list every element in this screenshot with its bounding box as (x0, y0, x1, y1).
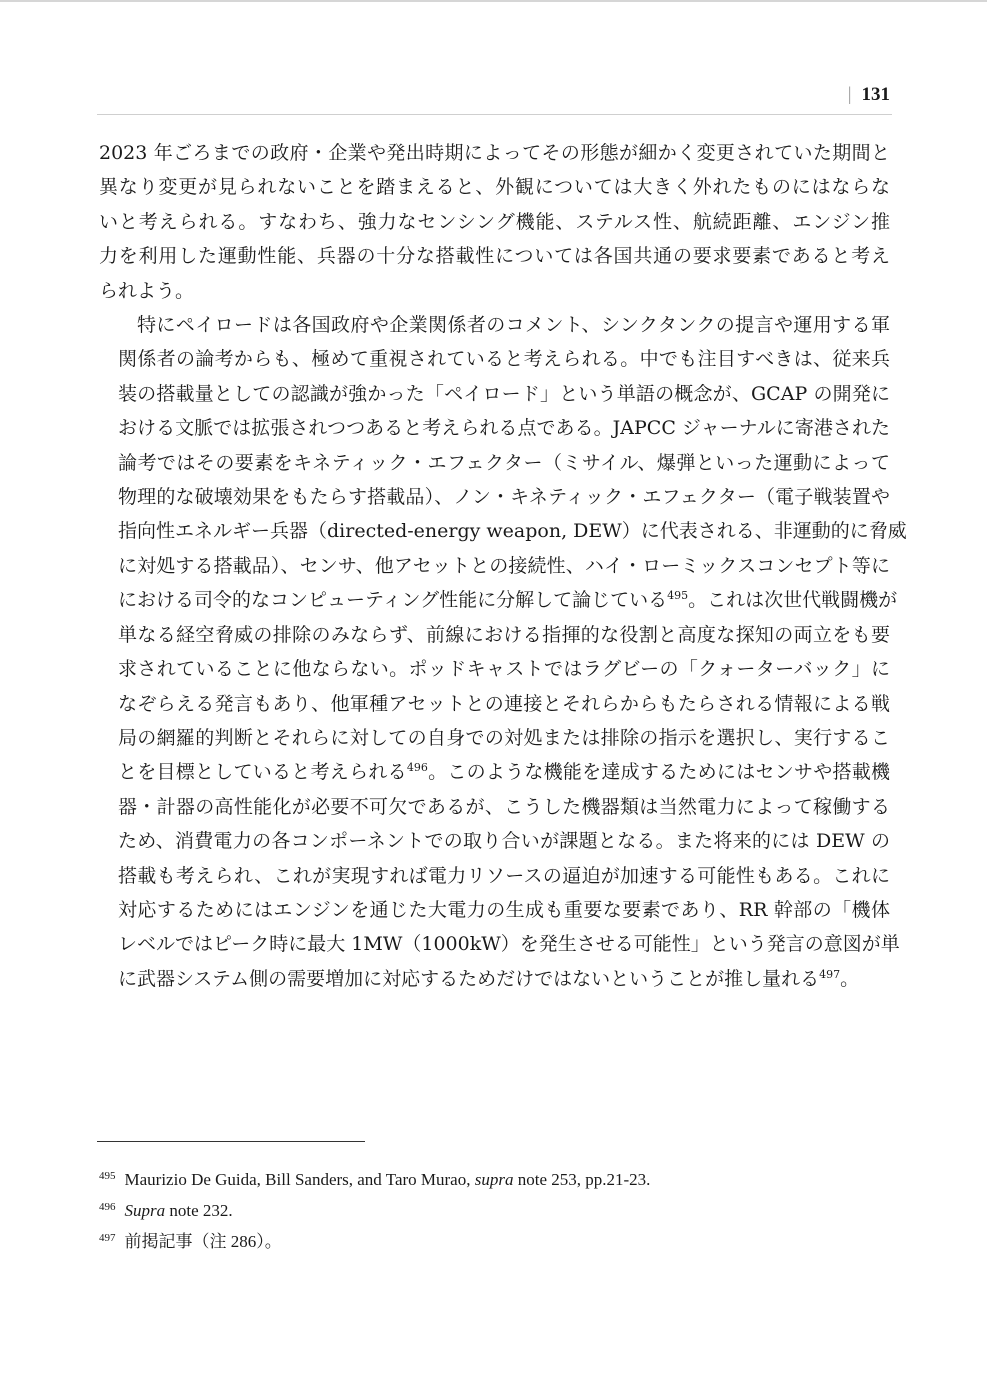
footnote-text: Maurizio De Guida, Bill Sanders, and Taro Murao, (124, 1170, 475, 1189)
text-line: 異なり変更が見られないことを踏まえると、外観については大きく外れたものにはならな (99, 176, 890, 199)
footnote-text: 前掲記事（注 286）。 (124, 1232, 282, 1251)
text-line: 関係者の論考からも、極めて重視されていると考えられる。中でも注目すべきは、従来兵 (118, 348, 890, 371)
text-line: なぞらえる発言もあり、他軍種アセットとの連接とそれらからもたらされる情報による戦 (118, 692, 890, 715)
footnote-number: 497 (99, 1232, 116, 1244)
page-number-value: 131 (861, 84, 890, 105)
text-line: いと考えられる。すなわち、強力なセンシング機能、ステルス性、航続距離、エンジン推 (99, 210, 890, 233)
text-line: 論考ではその要素をキネティック・エフェクター（ミサイル、爆弾といった運動によって (118, 451, 890, 474)
footnote-italic: Supra (124, 1201, 166, 1220)
text-line: 装の搭載量としての認識が強かった「ペイロード」という単語の概念が、GCAP の開発に (118, 382, 890, 405)
paragraph-1 (99, 136, 890, 308)
text-line: 局の網羅的判断とそれらに対しての自身での対処または排除の指示を選択し、実行するこ (118, 726, 890, 749)
footnote-ref-497[interactable]: 497 (819, 967, 841, 981)
footnote-ref-496[interactable]: 496 (406, 761, 428, 775)
footnote-number: 495 (99, 1170, 116, 1182)
running-header (97, 80, 892, 115)
page-number (848, 84, 890, 106)
text-line: 物理的な破壊効果をもたらす搭載品）、ノン・キネティック・エフェクター（電子戦装置や (118, 486, 890, 509)
text-line: 特にペイロードは各国政府や企業関係者のコメント、シンクタンクの提言や運用する軍 (137, 314, 890, 337)
text-line: レベルではピーク時に最大 1MW（1000kW）を発生させる可能性」という発言の意図が単 (118, 933, 900, 956)
text-line: 搭載も考えられ、これが実現すれば電力リソースの逼迫が加速する可能性もある。これに (118, 864, 890, 887)
text-segment: 。これは次世代戦闘機が (688, 589, 898, 612)
body-text (99, 136, 907, 996)
text-line: 器・計器の高性能化が必要不可欠であるが、こうした機器類は当然電力によって稼働する (118, 795, 890, 818)
text-line: おける文脈では拡張されつつあると考えられる点である。JAPCC ジャーナルに寄港された (118, 417, 890, 440)
top-border (0, 0, 987, 2)
text-line: 対応するためにはエンジンを通じた大電力の生成も重要な要素であり、RR 幹部の「機体 (118, 898, 890, 921)
footnote-italic: supra (474, 1170, 514, 1189)
text-segment: 。 (840, 967, 860, 990)
text-segment: 。このような機能を達成するためにはセンサや搭載機 (427, 761, 890, 784)
text-segment: とを目標としていると考えられる (118, 761, 407, 784)
text-line: 力を利用した運動性能、兵器の十分な搭載性については各国共通の要求要素であると考え (99, 245, 890, 268)
footnote-496 (99, 1193, 889, 1224)
text-line: 単なる経空脅威の排除のみならず、前線における指揮的な役割と高度な探知の両立をも要 (118, 623, 890, 646)
header-separator: | (847, 84, 852, 105)
text-line: 2023 年ごろまでの政府・企業や発出時期によってその形態が細かく変更されていた期間と (99, 142, 890, 164)
footnote-divider (97, 1141, 365, 1142)
text-line: ため、消費電力の各コンポーネントでの取り合いが課題となる。また将来的には DEW の (118, 830, 890, 853)
footnote-text: note 232. (165, 1201, 233, 1220)
text-line: 求されていることに他ならない。ポッドキャストではラグビーの「クォーターバック」に (118, 658, 890, 681)
text-line: に対処する搭載品）、センサ、他アセットとの接続性、ハイ・ローミックスコンセプト等に (118, 554, 890, 577)
footnote-number: 496 (99, 1201, 116, 1213)
footnote-ref-495[interactable]: 495 (667, 589, 689, 603)
text-segment: における司令的なコンピューティング性能に分解して論じている (118, 589, 668, 612)
text-line (99, 583, 898, 617)
text-line (99, 755, 890, 789)
text-line: られよう。 (99, 279, 195, 302)
footnote-text: note 253, pp.21-23. (513, 1170, 651, 1189)
footnotes (99, 1162, 889, 1255)
paragraph-2 (99, 308, 907, 996)
footnote-497 (99, 1224, 889, 1255)
footnote-495 (99, 1162, 889, 1193)
text-line (99, 962, 890, 996)
text-line: 指向性エネルギー兵器（directed-energy weapon, DEW）に代表される、非運動的に脅威 (118, 520, 907, 543)
text-segment: に武器システム側の需要増加に対応するためだけではないということが推し量れる (118, 967, 820, 990)
